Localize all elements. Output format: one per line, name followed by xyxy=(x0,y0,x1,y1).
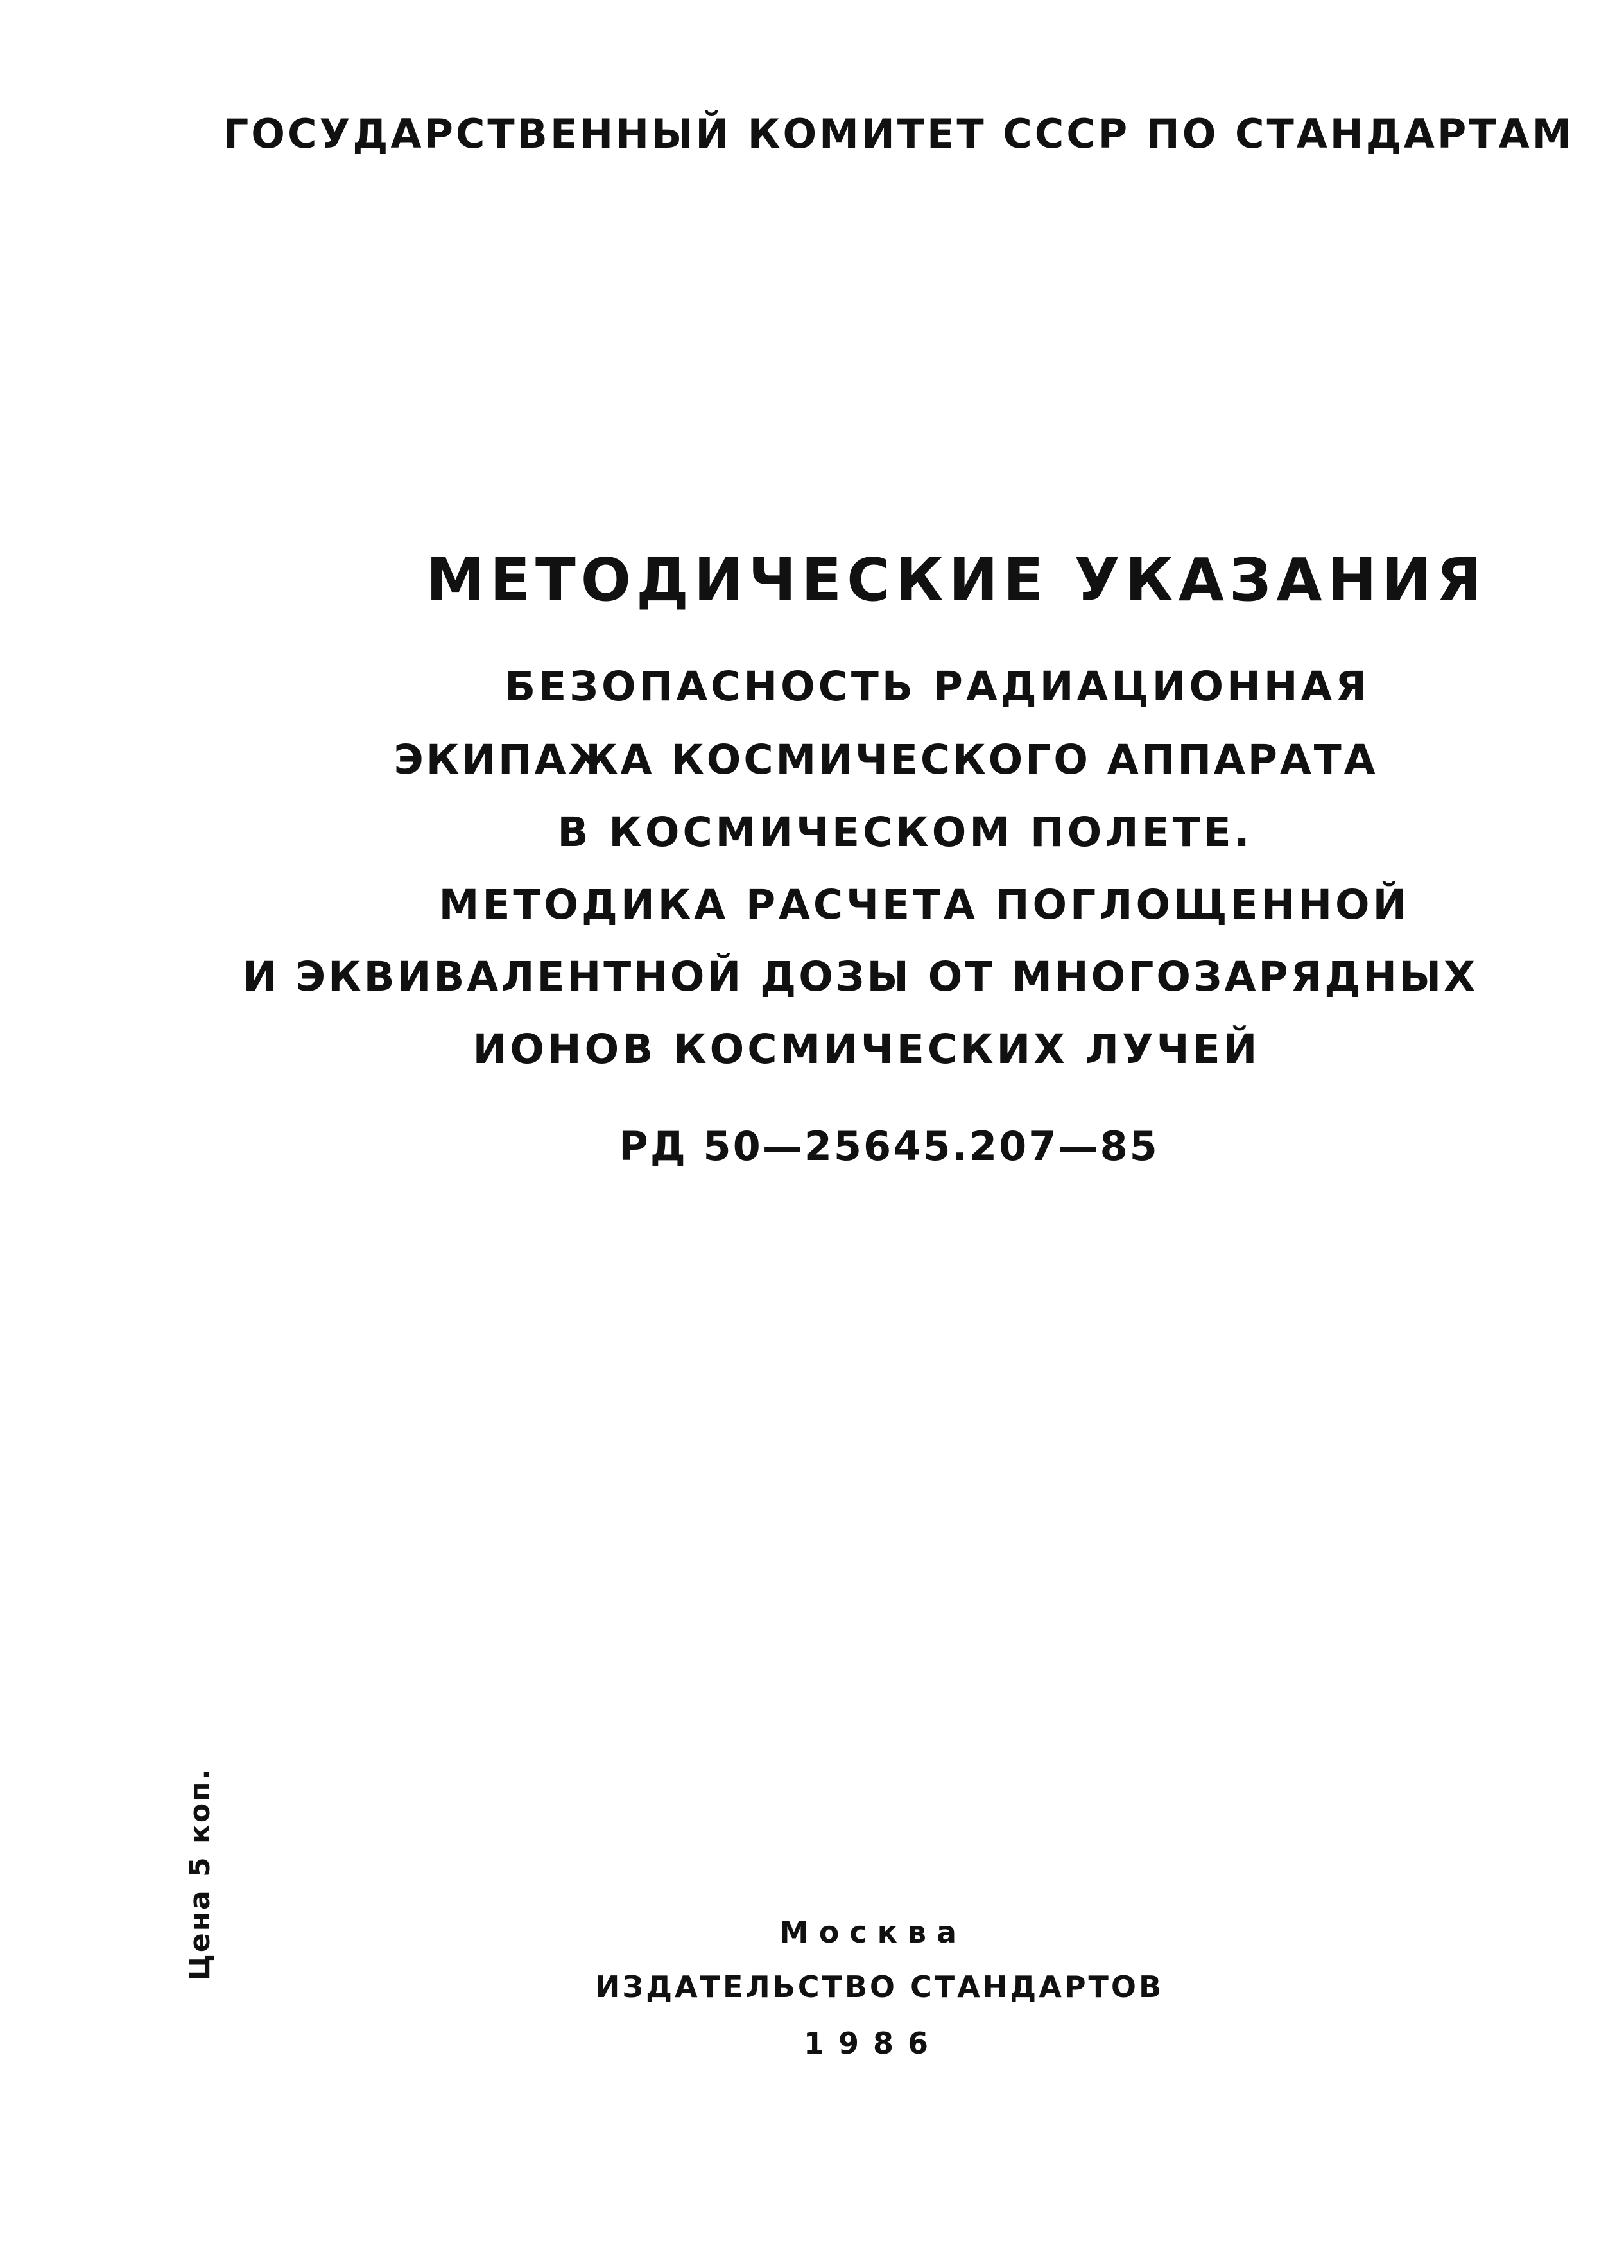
subtitle-line-5: И ЭКВИВАЛЕНТНОЙ ДОЗЫ ОТ МНОГОЗАРЯДНЫХ xyxy=(243,953,1478,1000)
publication-city: Москва xyxy=(779,1915,967,1950)
subtitle-line-6: ИОНОВ КОСМИЧЕСКИХ ЛУЧЕЙ xyxy=(472,1026,1261,1073)
subtitle-line-2: ЭКИПАЖА КОСМИЧЕСКОГО АППАРАТА xyxy=(393,736,1378,783)
subtitle-line-4: МЕТОДИКА РАСЧЕТА ПОГЛОЩЕННОЙ xyxy=(438,881,1410,928)
committee-header: ГОСУДАРСТВЕННЫЙ КОМИТЕТ СССР ПО СТАНДАРТАМ xyxy=(223,110,1575,157)
publication-year: 1986 xyxy=(803,2026,943,2061)
document-title: МЕТОДИЧЕСКИЕ УКАЗАНИЯ xyxy=(426,546,1487,614)
price-label: Цена 5 коп. xyxy=(184,1767,216,1980)
publisher-name: ИЗДАТЕЛЬСТВО СТАНДАРТОВ xyxy=(594,1969,1164,2004)
subtitle-line-3: В КОСМИЧЕСКОМ ПОЛЕТЕ. xyxy=(557,809,1253,856)
document-number: РД 50—25645.207—85 xyxy=(619,1123,1159,1170)
subtitle-line-1: БЕЗОПАСНОСТЬ РАДИАЦИОННАЯ xyxy=(505,663,1370,710)
